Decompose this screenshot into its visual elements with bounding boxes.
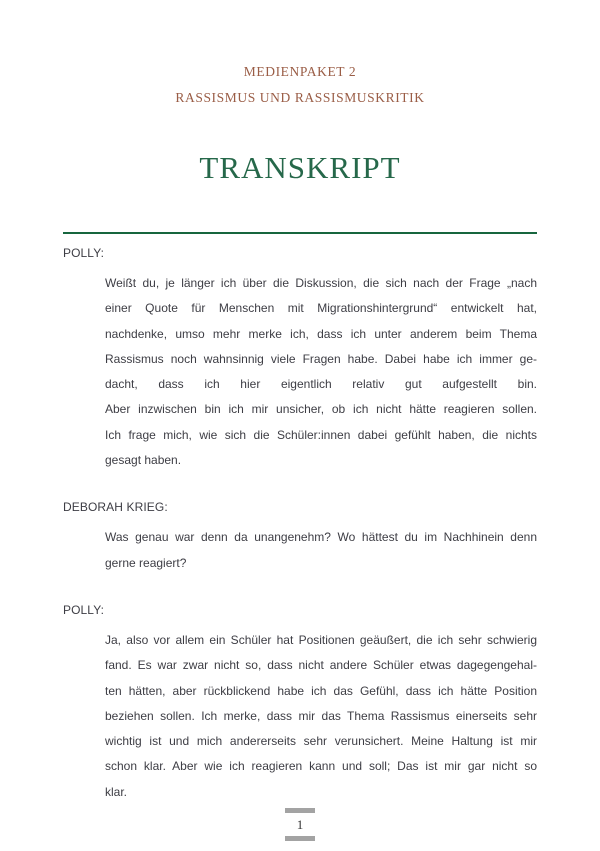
transcript-line: dacht, dass ich hier eigentlich relativ gut aufgestellt bin.: [105, 377, 537, 392]
speaker-label: POLLY:: [63, 602, 105, 617]
transcript-line: Was genau war denn da unangenehm? Wo hättest du im Nachhinein denn: [105, 530, 537, 545]
transcript-line: klar.: [105, 784, 128, 799]
transcript-section: [63, 495, 537, 576]
header-line-2: RASSISMUS UND RASSISMUSKRITIK: [175, 90, 425, 105]
speech-paragraph: [105, 525, 537, 576]
transcript-line: Weißt du, je länger ich über die Diskussion, die sich nach der Frage „nach: [105, 276, 537, 290]
transcript-line: Ich frage mich, wie sich die Schüler:innen dabei gefühlt haben, die nichts: [105, 427, 537, 442]
transcript-line: nachdenke, umso mehr merke ich, dass ich unter anderem beim Thema: [105, 326, 537, 341]
transcript-line: gesagt haben.: [105, 453, 182, 468]
speaker-label: DEBORAH KRIEG:: [63, 500, 168, 515]
transcript-line: wichtig ist und mich andererseits sehr verunsichert. Meine Haltung ist mir: [105, 734, 537, 749]
page-number: 1: [296, 817, 304, 832]
transcript-line: Rassismus noch wahnsinnig viele Fragen habe. Dabei habe ich immer ge-: [105, 351, 537, 366]
transcript-section: [63, 598, 537, 805]
speaker-label: POLLY:: [63, 246, 105, 260]
transcript-section: [63, 241, 537, 473]
footer-bottom-bar: [285, 836, 315, 841]
page-title: TRANSKRIPT: [199, 150, 401, 185]
page-footer: [0, 808, 600, 841]
speech-paragraph: [105, 271, 537, 473]
transcript-body: [63, 241, 537, 805]
speech-paragraph: [105, 628, 537, 805]
transcript-line: beziehen sollen. Ich merke, dass mir das Thema Rassismus einerseits sehr: [105, 708, 537, 723]
header-line-1: MEDIENPAKET 2: [243, 64, 357, 79]
transcript-line: einer Quote für Menschen mit Migrationshintergrund“ entwickelt hat,: [105, 301, 537, 316]
transcript-line: Ja, also vor allem ein Schüler hat Positionen geäußert, die ich sehr schwierig: [105, 632, 537, 647]
transcript-line: fand. Es war zwar nicht so, dass nicht andere Schüler etwas dagegengehal-: [105, 658, 537, 673]
transcript-line: schon klar. Aber wie ich reagieren kann und soll; Das ist mir gar nicht so: [105, 759, 537, 774]
document-header: [63, 64, 537, 106]
transcript-line: gerne reagiert?: [105, 555, 187, 570]
footer-top-bar: [285, 808, 315, 813]
transcript-line: ten hätten, aber rückblickend habe ich das Gefühl, dass ich hätte Position: [105, 683, 537, 698]
transcript-line: Aber inzwischen bin ich mir unsicher, ob ich nicht hätte reagieren sollen.: [105, 402, 537, 417]
separator-rule: [63, 232, 537, 234]
